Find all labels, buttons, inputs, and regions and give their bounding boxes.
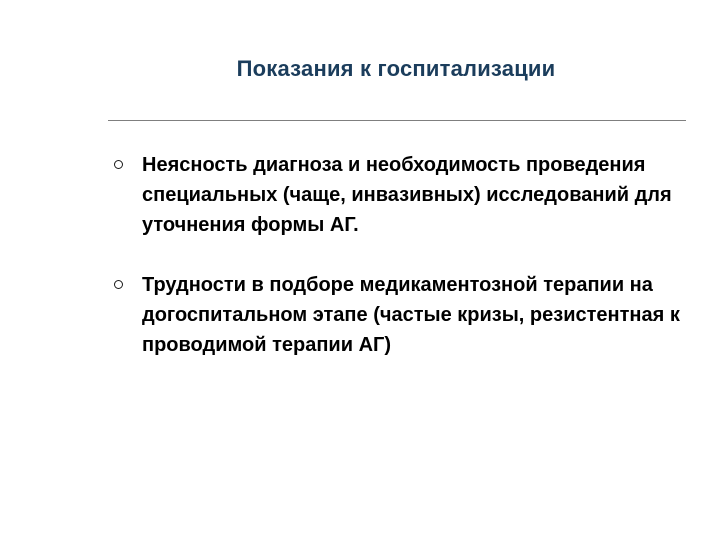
title-divider xyxy=(108,120,686,121)
bullet-item xyxy=(110,270,700,360)
hollow-circle-bullet-icon xyxy=(114,280,123,289)
bullet-text: Неясность диагноза и необходимость проведения специальных (чаще, инвазивных) исследований для уточнения формы АГ. xyxy=(142,154,672,236)
slide-title: Показания к госпитализации xyxy=(236,56,556,81)
bullet-item xyxy=(110,150,700,240)
bullet-text: Трудности в подборе медикаментозной терапии на догоспитальном этапе (частые кризы, резистентная к проводимой терапии АГ) xyxy=(142,274,680,356)
bullet-list xyxy=(110,150,700,390)
hollow-circle-bullet-icon xyxy=(114,160,123,169)
